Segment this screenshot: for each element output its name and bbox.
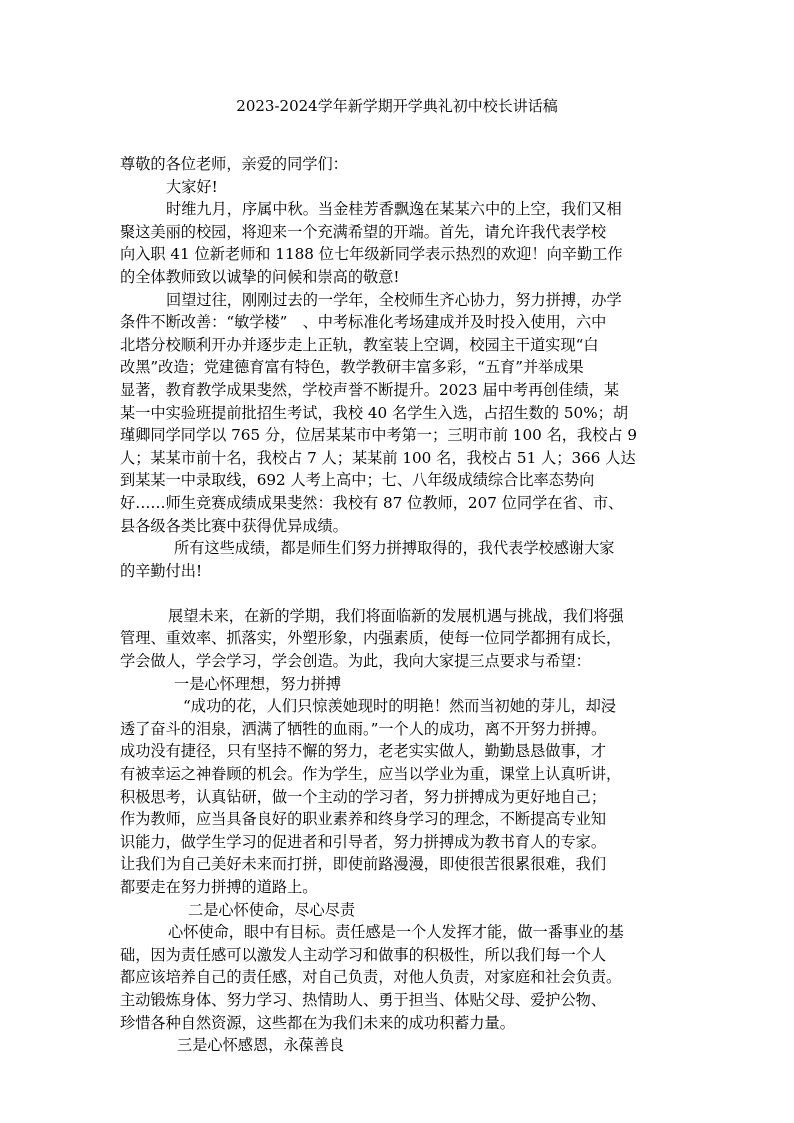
paragraph-line: 识能力，做学生学习的促进者和引导者，努力拼搏成为教书育人的专家。 <box>120 832 606 851</box>
paragraph-line: 县各级各类比赛中获得优异成绩。 <box>120 516 348 535</box>
paragraph-line: 好……师生竞赛成绩成果斐然：我校有 87 位教师，207 位同学在省、市、 <box>120 493 624 512</box>
paragraph-line: 础，因为责任感可以激发人主动学习和做事的积极性，所以我们每一个人 <box>120 945 606 964</box>
paragraph-line: 心怀使命，眼中有目标。责任感是一个人发挥才能，做一番事业的基 <box>168 923 624 942</box>
paragraph-line: 聚这美丽的校园，将迎来一个充满希望的开端。首先，请允许我代表学校 <box>120 222 606 241</box>
blank-line <box>120 582 680 605</box>
paragraph-line: 主动锻炼身体、努力学习、热情助人、勇于担当、体贴父母、爱护公物、 <box>120 990 606 1009</box>
speech-body <box>120 153 680 1057</box>
paragraph-line: 积极思考，认真钻研，做一个主动的学习者，努力拼搏成为更好地自己； <box>120 787 606 806</box>
paragraph-line: “成功的花，人们只惊羡她现时的明艳！然而当初她的芽儿，却浸 <box>183 697 617 716</box>
paragraph-line: 显著，教育教学成果斐然，学校声誉不断提升。2023 届中考再创佳绩，某 <box>120 380 620 399</box>
section-heading: 一是心怀理想，努力拼搏 <box>174 674 342 693</box>
paragraph-line: 展望未来，在新的学期，我们将面临新的发展机遇与挑战，我们将强 <box>168 606 624 625</box>
paragraph-line: 改黑”改造；党建德育富有特色，教学教研丰富多彩，“五育”并举成果 <box>120 358 584 377</box>
paragraph-line: 所有这些成绩，都是师生们努力拼搏取得的，我代表学校感谢大家 <box>174 539 615 558</box>
paragraph-line: 到某某一中录取线，692 人考上高中；七、八年级成绩综合比率态势向 <box>120 471 595 490</box>
paragraph-line: 成功没有捷径，只有坚持不懈的努力，老老实实做人，勤勤恳恳做事，才 <box>120 742 606 761</box>
paragraph-line: 作为教师，应当具备良好的职业素养和终身学习的理念，不断提高专业知 <box>120 810 606 829</box>
paragraph-line: 都要走在努力拼搏的道路上。 <box>120 878 318 896</box>
paragraph-line: 北塔分校顺利开办并逐步走上正轨，教室装上空调，校园主干道实现“白 <box>120 335 599 354</box>
paragraph-line: 的全体教师致以诚挚的问候和崇高的敬意! <box>120 267 400 286</box>
greeting-line: 大家好! <box>166 177 218 196</box>
section-heading: 三是心怀感恩，永葆善良 <box>177 1036 345 1055</box>
paragraph-line: 管理、重效率、抓落实，外塑形象，内强素质，使每一位同学都拥有成长， <box>120 629 622 648</box>
paragraph-line: 都应该培养自己的责任感，对自己负责，对他人负责，对家庭和社会负责。 <box>120 968 622 987</box>
paragraph-line: 时维九月，序属中秋。当金桂芳香飘逸在某某六中的上空，我们又相 <box>166 200 622 219</box>
paragraph-line: 透了奋斗的泪泉，洒满了牺牲的血雨。”一个人的成功，离不开努力拼搏。 <box>120 719 607 738</box>
paragraph-line: 回望过往，刚刚过去的一学年，全校师生齐心协力，努力拼搏，办学 <box>166 290 622 309</box>
salutation-line: 尊敬的各位老师，亲爱的同学们： <box>120 155 348 173</box>
paragraph-line: 条件不断改善：“敏学楼” 、中考标准化考场建成并及时投入使用，六中 <box>120 313 607 332</box>
paragraph-line: 某一中实验班提前批招生考试，我校 40 名学生入选，占招生数的 50%；胡 <box>120 403 629 422</box>
paragraph-line: 的辛勤付出! <box>120 561 203 580</box>
paragraph-line: 学会做人，学会学习，学会创造。为此，我向大家提三点要求与希望： <box>120 652 591 671</box>
paragraph-line: 人；某某市前十名，我校占 7 人；某某前 100 名，我校占 51 人；366 人达 <box>120 448 636 467</box>
paragraph-line: 让我们为自己美好未来而打拼，即使前路漫漫，即使很苦很累很难，我们 <box>120 855 606 874</box>
paragraph-line: 有被幸运之神眷顾的机会。作为学生，应当以学业为重，课堂上认真听讲， <box>120 765 622 784</box>
paragraph-line: 珍惜各种自然资源，这些都在为我们未来的成功积蓄力量。 <box>120 1013 515 1032</box>
paragraph-line: 瑾卿同学同学以 765 分，位居某某市中考第一；三明市前 100 名，我校占 9 <box>120 426 638 445</box>
section-heading: 二是心怀使命，尽心尽责 <box>188 900 356 919</box>
paragraph-line: 向入职 41 位新老师和 1188 位七年级新同学表示热烈的欢迎！向辛勤工作 <box>120 245 623 264</box>
document-title: 2023-2024学年新学期开学典礼初中校长讲话稿 <box>236 97 558 115</box>
